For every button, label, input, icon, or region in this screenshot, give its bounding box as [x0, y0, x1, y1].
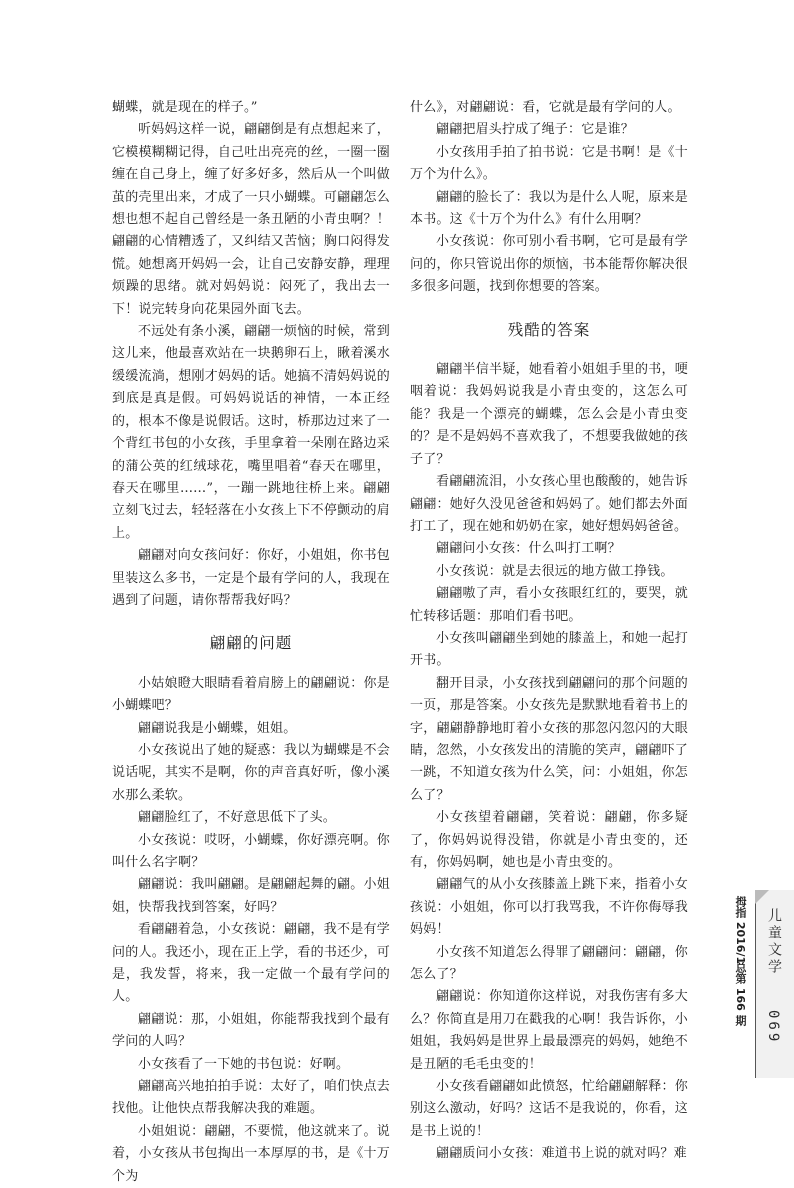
paragraph: 翩翩嗷了声，看小女孩眼红红的，要哭，就忙转移话题：那咱们看书吧。	[410, 586, 688, 624]
paragraph: 看翩翩着急，小女孩说：翩翩，我不是有学问的人。我还小，现在正上学，看的书还少，可是，我发誓，将来，我一定做一个最有学问的人。	[112, 922, 390, 1005]
paragraph: 小女孩不知道怎么得罪了翩翩问：翩翩，你怎么了？	[410, 944, 688, 983]
paragraph: 翩翩说：我叫翩翩。是翩翩起舞的翩。小姐姐，快帮我找到答案，好吗？	[112, 877, 390, 915]
paragraph: 翩翩说：你知道你这样说，对我伤害有多大么？你简直是用刀在戳我的心啊！我告诉你，小姐姐，我妈妈是世界上最最漂亮的妈妈，她绝不是丑陋的毛毛虫变的！	[410, 989, 688, 1072]
paragraph: 翩翩半信半疑，她看着小姐姐手里的书，哽咽着说：我妈妈说我是小青虫变的，这怎么可能？我是一个漂亮的蝴蝶，怎么会是小青虫变的？是不是妈妈不喜欢我了，不想要我做她的孩子了？	[410, 362, 688, 467]
paragraph: 小女孩看翩翩如此愤怒，忙给翩翩解释：你别这么激动，好吗？这话不是我说的，你看，这是书上说的！	[410, 1079, 688, 1139]
paragraph: 翩翩气的从小女孩膝盖上跳下来，指着小女孩说：小姐姐，你可以打我骂我，不许你侮辱我妈妈！	[410, 877, 688, 938]
paragraph: 小姐姐说：翩翩，不要慌，他这就来了。说着，小女孩从书包掏出一本厚厚的书，是《十万个为	[112, 1123, 390, 1184]
page-number: 069	[765, 1010, 781, 1045]
paragraph: 翩翩对向女孩问好：你好，小姐姐，你书包里装这么多书，一定是个最有学问的人，我现在遇到了问题，请你帮帮我好吗？	[112, 548, 390, 608]
paragraph: 翩翩说我是小蝴蝶，姐姐。	[138, 720, 297, 736]
paragraph: 小女孩说：哎呀，小蝴蝶，你好漂亮啊。你叫什么名字啊？	[112, 832, 390, 870]
tab-corner-fold	[755, 890, 769, 904]
paragraph: 小女孩说：就是去很远的地方做工挣钱。	[436, 563, 674, 579]
paragraph: 翩翩说：那，小姐姐，你能帮我找到个最有学问的人吗？	[112, 1011, 390, 1050]
paragraph: 听妈妈这样一说，翩翩倒是有点想起来了，它模模糊糊记得，自己吐出亮亮的丝，一圈一圈缠在自己身上，缠了好多好多，然后从一个叫做茧的壳里出来，才成了一只小蝴蝶。可翩翩怎么想也想不起自己曾经是一条丑陋的小青虫啊？！翩翩的心情糟透了，又纠结又苦恼；胸口闷得发慌。她想离开妈妈一会，让自己安静安静，理理烦躁的思绪。就对妈妈说：闷死了，我出去一下！说完转身向花果园外面飞去。	[112, 122, 390, 317]
paragraph: 翩翩把眉头拧成了绳子：它是谁？	[436, 122, 635, 138]
left-column	[112, 97, 390, 1188]
paragraph: 看翩翩流泪，小女孩心里也酸酸的，她告诉翩翩：她好久没见爸爸和妈妈了。她们都去外面打工了，现在她和奶奶在家，她好想妈妈爸爸。	[410, 474, 688, 534]
section-heading: 翩翩的问题	[209, 634, 293, 653]
paragraph: 小女孩叫翩翩坐到她的膝盖上，和她一起打开书。	[410, 630, 688, 669]
section-heading: 残酷的答案	[507, 320, 591, 339]
paragraph: 翻开目录，小女孩找到翩翩问的那个问题的一页，那是答案。小女孩先是默默地看着书上的字，翩翩静静地盯着小女孩的那忽闪忽闪的大眼睛，忽然，小女孩发出的清脆的笑声，翩翩吓了一跳，不知道女孩为什么笑，问：小姐姐，你怎么了？	[410, 675, 688, 803]
paragraph: 翩翩问小女孩：什么叫打工啊？	[436, 541, 621, 557]
paragraph: 翩翩脸红了，不好意思低下了头。	[138, 810, 337, 826]
paragraph: 翩翩高兴地拍拍手说：太好了，咱们快点去找他。让他快点帮我解决我的难题。	[112, 1079, 390, 1117]
paragraph: 不远处有条小溪，翩翩一烦恼的时候，常到这儿来，他最喜欢站在一块鹅卵石上，瞅着溪水缓缓流淌，想刚才妈妈的话。她搞不清妈妈说的到底是真是假。可妈妈说话的神情，一本正经的，根本不像是说假话。这时，桥那边过来了一个背红书包的小女孩，手里拿着一朵刚在路边采的蒲公英的红绒球花，嘴里唱着“春天在哪里，春天在哪里……”，一蹦一跳地往桥上来。翩翩立刻飞过去，轻轻落在小女孩上下不停颤动的肩上。	[112, 324, 390, 541]
paragraph: 小女孩用手拍了拍书说：它是书啊！是《十万个为什么》。	[410, 144, 688, 183]
paragraph: 小女孩说：你可别小看书啊，它可是最有学问的，你只管说出你的烦恼，书本能帮你解决很多很多问题，找到你想要的答案。	[410, 234, 688, 295]
right-column	[410, 97, 688, 1166]
paragraph: 小女孩看了一下她的书包说：好啊。	[138, 1056, 350, 1072]
issue-number: 总第 166 期	[734, 962, 747, 1026]
paragraph: 小女孩说出了她的疑惑：我以为蝴蝶是不会说话呢，其实不是啊，你的声音真好听，像小溪水那么柔软。	[112, 742, 390, 803]
paragraph: 什么》，对翩翩说：看，它就是最有学问的人。	[410, 100, 681, 115]
paragraph: 蝴蝶，就是现在的样子。”	[112, 100, 258, 115]
paragraph: 翩翩的脸长了：我以为是什么人呢，原来是本书。这《十万个为什么》有什么用啊？	[410, 189, 688, 228]
paragraph: 翩翩质问小女孩：难道书上说的就对吗？难	[436, 1146, 687, 1162]
issue-info: 拇指 2016/1	[734, 896, 747, 965]
paragraph: 小女孩望着翩翩，笑着说：翩翩，你多疑了，你妈妈说得没错，你就是小青虫变的，还有，你妈妈啊，她也是小青虫变的。	[410, 810, 688, 870]
paragraph: 小姑娘瞪大眼睛看着肩膀上的翩翩说：你是小蝴蝶吧？	[112, 675, 390, 714]
page-margin-info	[724, 890, 794, 1078]
journal-name: 儿童文学	[766, 908, 782, 976]
